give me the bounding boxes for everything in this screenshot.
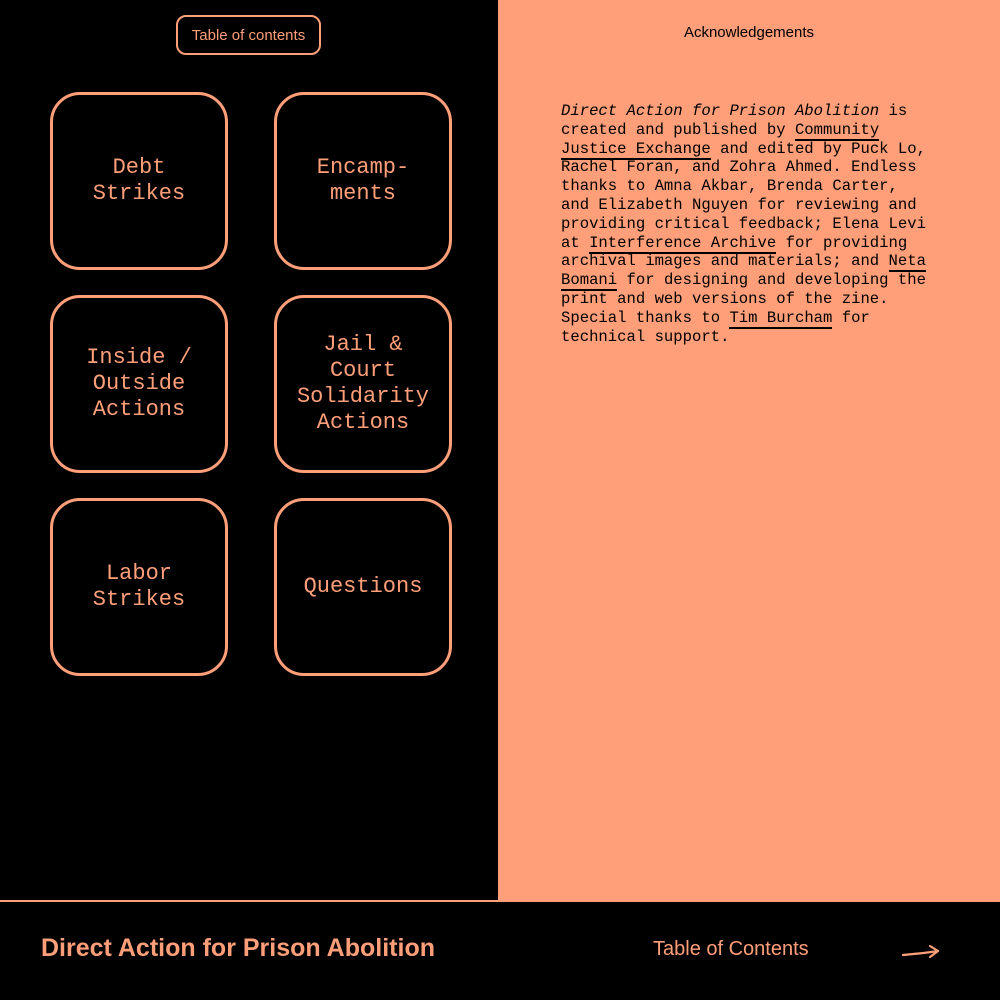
card-encampments[interactable]: Encamp- ments: [274, 92, 452, 270]
interference-archive-link[interactable]: Interference Archive: [589, 233, 777, 252]
card-jail-court-solidarity-actions[interactable]: Jail & Court Solidarity Actions: [274, 295, 452, 473]
tim-burcham-link[interactable]: Tim Burcham: [729, 308, 833, 327]
neta-bomani-link[interactable]: Neta Bomani: [561, 252, 926, 290]
card-labor-strikes[interactable]: Labor Strikes: [50, 498, 228, 676]
ack-text: and edited by Puck Lo, Rachel Foran, and Zohra Ahmed. Endless thanks to Amna Akbar, Brenda Carter, and Elizabeth Nguyen for reviewing and providing critical feedback; Elena Levi at: [561, 139, 926, 252]
card-debt-strikes[interactable]: Debt Strikes: [50, 92, 228, 270]
footer-title: Direct Action for Prison Abolition: [41, 934, 435, 962]
ack-text: for designing and developing the print and web versions of the zine. Special thanks to: [561, 271, 926, 327]
table-of-contents-button[interactable]: [176, 15, 321, 55]
community-justice-exchange-link[interactable]: Community Justice Exchange: [561, 120, 880, 158]
ack-text: for technical support.: [561, 308, 870, 346]
footer-table-of-contents-link[interactable]: Table of Contents: [653, 938, 809, 960]
card-inside-outside-actions[interactable]: Inside / Outside Actions: [50, 295, 228, 473]
zine-title: Direct Action for Prison Abolition: [561, 102, 880, 120]
card-questions[interactable]: Questions: [274, 498, 452, 676]
table-of-contents-label: Table of contents: [191, 26, 306, 44]
ack-text: for providing archival images and materials; and: [561, 233, 908, 271]
acknowledgements-title: Acknowledgements: [683, 24, 815, 41]
acknowledgements-body: [561, 102, 931, 346]
arrow-right-icon[interactable]: [902, 944, 940, 960]
ack-text: is created and published by: [561, 102, 908, 139]
